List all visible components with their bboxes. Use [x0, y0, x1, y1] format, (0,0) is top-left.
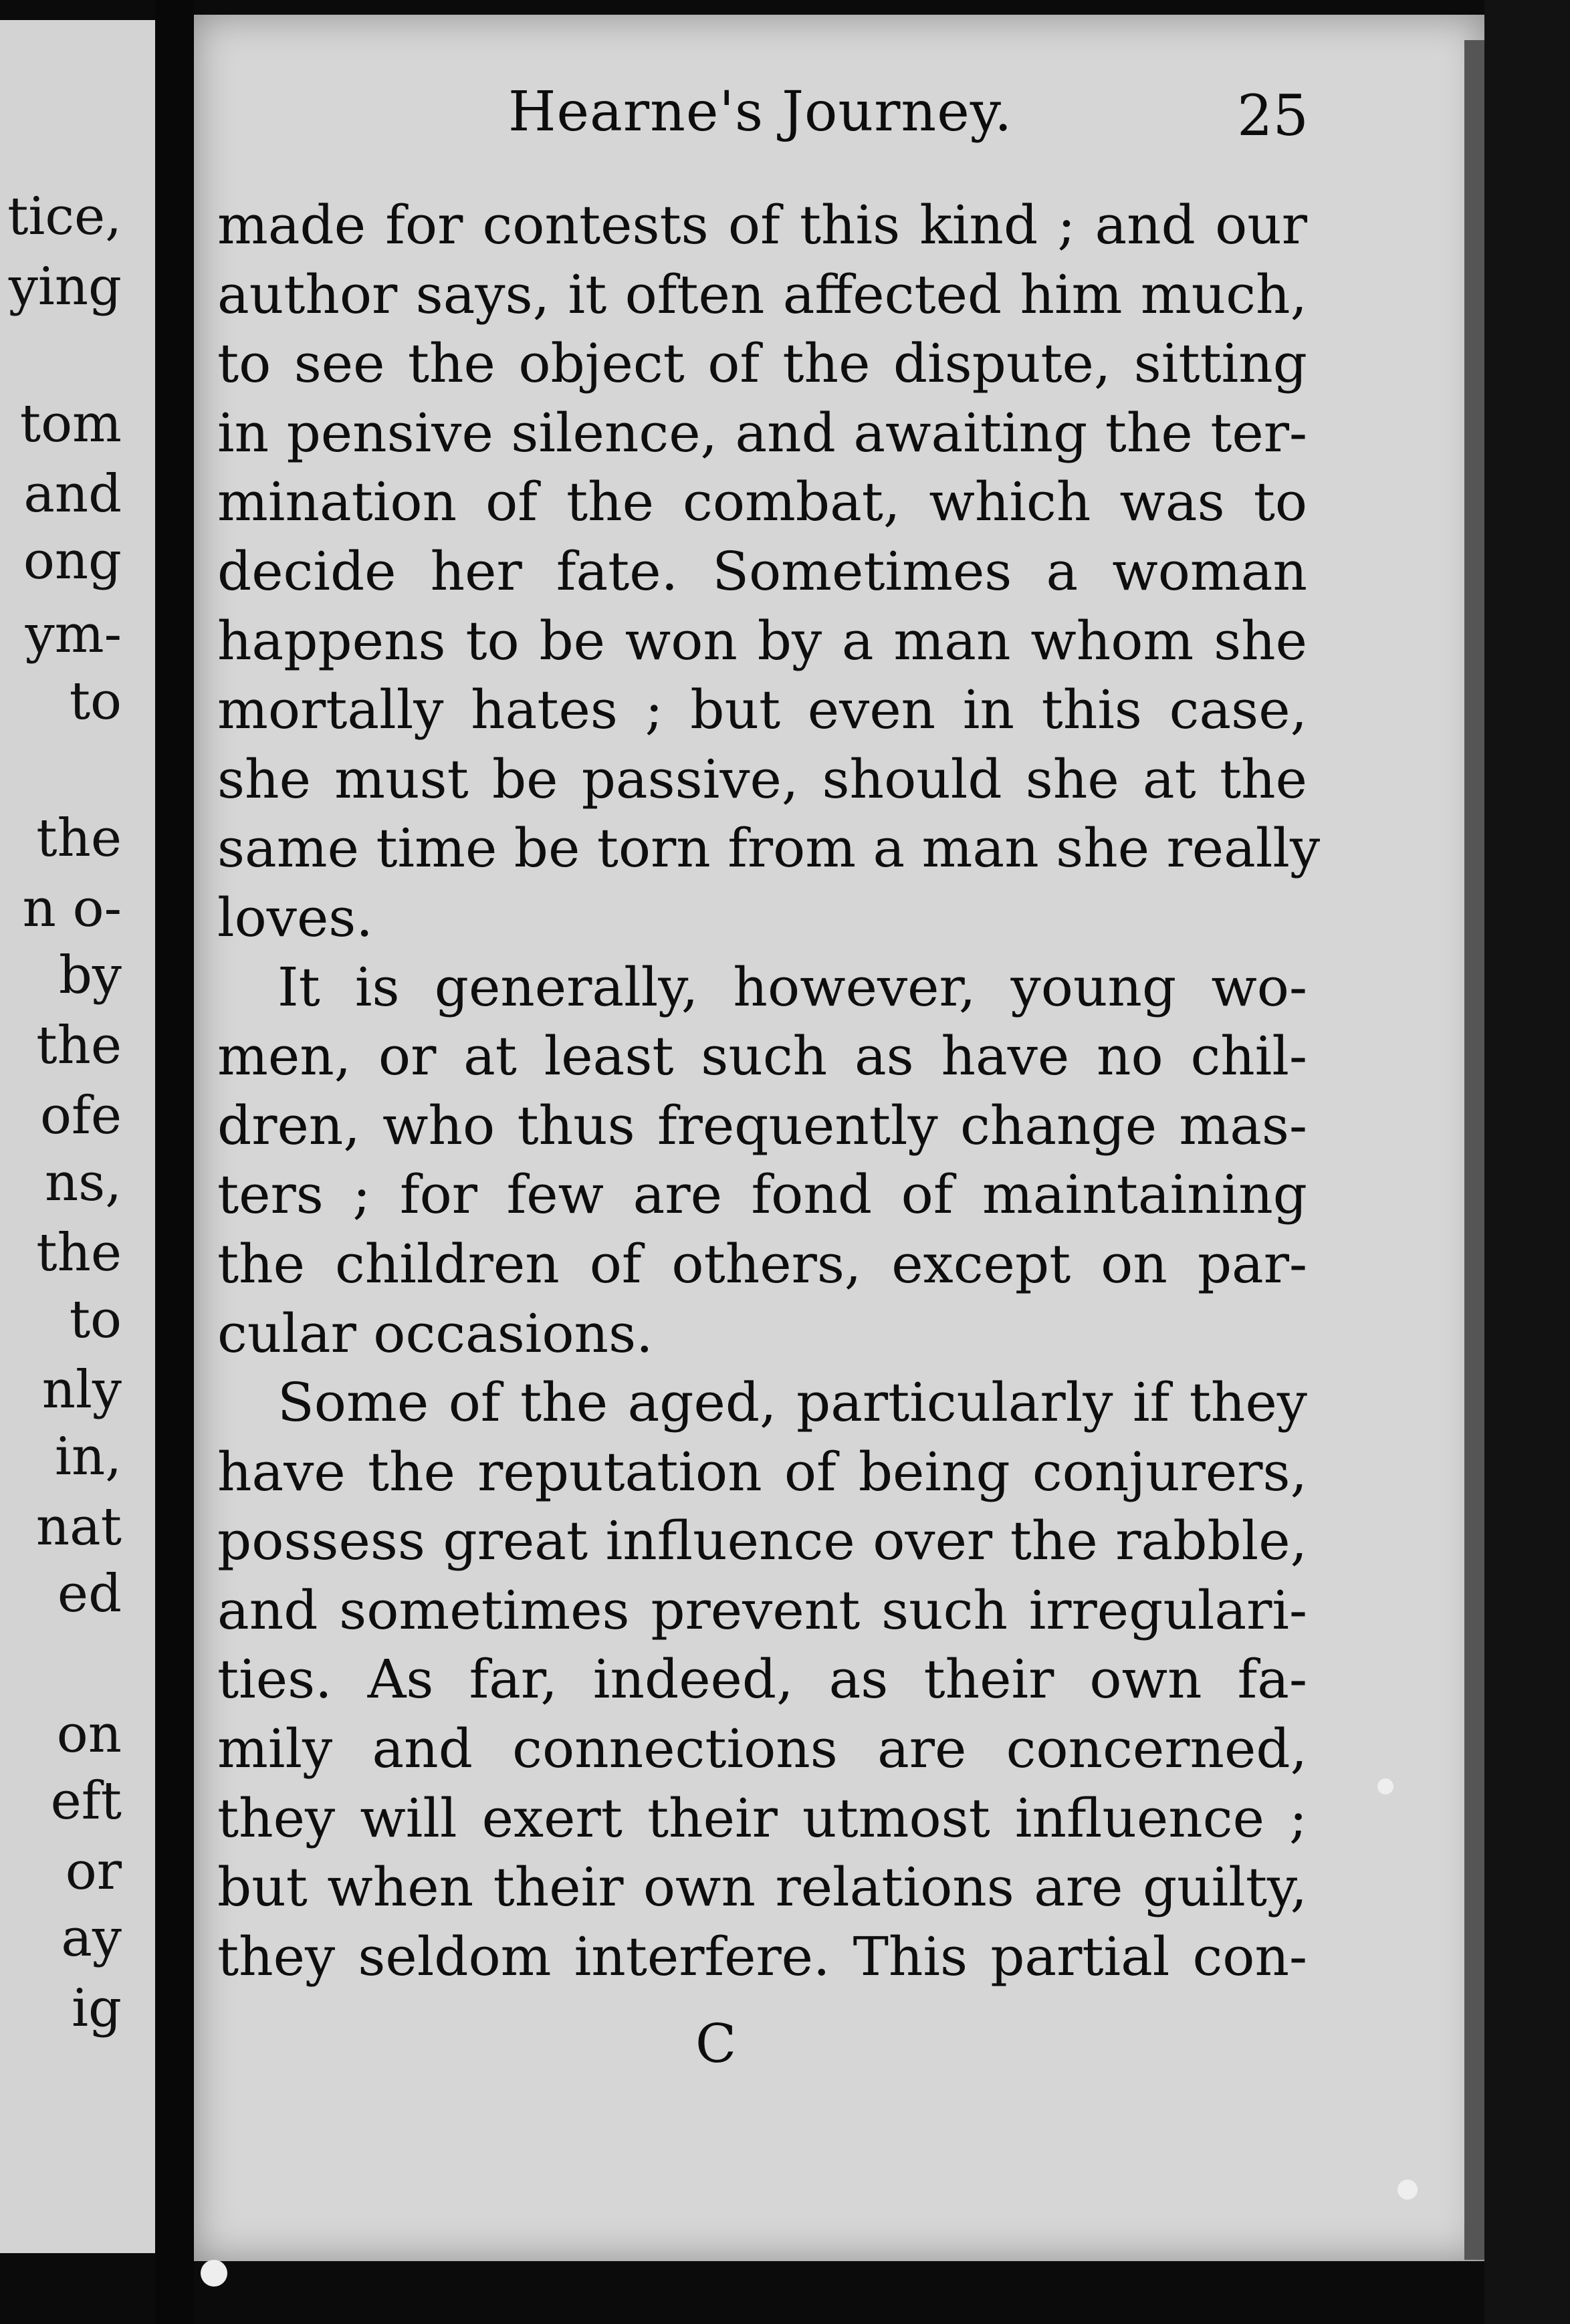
- left-page-fragment: ig: [72, 1978, 122, 2039]
- left-page-text-fragments: [0, 0, 155, 2324]
- text-line: mily and connections are concerned,: [217, 1718, 1307, 1780]
- text-line: It is generally, however, young wo-: [277, 955, 1307, 1018]
- text-line: mortally hates ; but even in this case,: [217, 679, 1307, 741]
- left-page-fragment: ns,: [44, 1153, 122, 1213]
- text-line: dren, who thus frequently change mas-: [217, 1094, 1307, 1157]
- text-line: to see the object of the dispute, sitting: [217, 332, 1307, 395]
- left-page-fragment: ym-: [25, 604, 122, 665]
- text-line: they seldom interfere. This partial con-: [217, 1925, 1307, 1988]
- body-text: [217, 191, 1321, 1991]
- text-line: in pensive silence, and awaiting the ter-: [217, 401, 1307, 464]
- left-page-fragment: tice,: [7, 187, 122, 247]
- text-line: men, or at least such as have no chil-: [217, 1025, 1307, 1088]
- left-page-fragment: eft: [50, 1771, 122, 1831]
- left-page-fragment: the: [36, 1016, 122, 1076]
- page-number: 25: [1237, 83, 1309, 148]
- left-page-fragment: nat: [35, 1497, 122, 1557]
- text-line: same time be torn from a man she really: [217, 817, 1321, 880]
- running-title: Hearne's Journey.: [508, 80, 1013, 144]
- paper-speck: [1377, 1778, 1393, 1794]
- text-line: and sometimes prevent such irregulari-: [217, 1579, 1307, 1641]
- left-page-fragment: the: [36, 808, 122, 868]
- paragraph-3: [217, 1368, 1307, 1991]
- left-page-fragment: on: [56, 1704, 122, 1764]
- text-line: Some of the aged, particularly if they: [277, 1371, 1307, 1434]
- left-page-fragment: n o-: [22, 879, 122, 939]
- catchword: C: [695, 2012, 737, 2075]
- left-page-fragment: in,: [55, 1427, 122, 1487]
- left-page-fragment: ay: [61, 1908, 122, 1968]
- text-line: author says, it often affected him much,: [217, 263, 1307, 326]
- left-page-fragment: tom: [19, 394, 122, 454]
- paper-speck: [201, 2260, 227, 2287]
- text-line: cular occasions.: [217, 1302, 653, 1365]
- left-page-fragment: and: [23, 464, 122, 524]
- left-page-fragment: the: [36, 1223, 122, 1283]
- book-gutter: [155, 0, 194, 2324]
- left-page-fragment: ed: [57, 1564, 122, 1624]
- book-edge: [1484, 0, 1570, 2324]
- paragraph-1: [217, 191, 1321, 953]
- left-page-fragment: or: [65, 1841, 122, 1901]
- left-page-fragment: ong: [23, 531, 122, 591]
- text-line: ties. As far, indeed, as their own fa-: [217, 1648, 1307, 1711]
- text-line: they will exert their utmost influence ;: [217, 1786, 1307, 1849]
- paragraph-2: [217, 953, 1307, 1369]
- left-page-fragment: to: [69, 1290, 122, 1350]
- text-line: mination of the combat, which was to: [217, 471, 1307, 534]
- text-line: happens to be won by a man whom she: [217, 609, 1307, 672]
- text-line: the children of others, except on par-: [217, 1232, 1307, 1295]
- paper-speck: [1397, 2180, 1418, 2200]
- text-line: but when their own relations are guilty,: [217, 1856, 1307, 1919]
- page-header: [194, 80, 1484, 154]
- left-page-fragment: nly: [41, 1360, 122, 1420]
- text-line: she must be passive, should she at the: [217, 747, 1307, 810]
- text-line: have the reputation of being conjurers,: [217, 1440, 1307, 1503]
- left-page-fragment: to: [69, 671, 122, 731]
- left-page-fragment: by: [59, 945, 122, 1006]
- text-line: possess great influence over the rabble,: [217, 1510, 1307, 1573]
- left-page-fragment: ying: [8, 257, 122, 317]
- text-line: decide her fate. Sometimes a woman: [217, 540, 1307, 602]
- text-line: ters ; for few are fond of maintaining: [217, 1163, 1307, 1226]
- left-page-fragment: ofe: [40, 1086, 122, 1146]
- text-line: loves.: [217, 886, 373, 949]
- text-line: made for contests of this kind ; and our: [217, 194, 1307, 256]
